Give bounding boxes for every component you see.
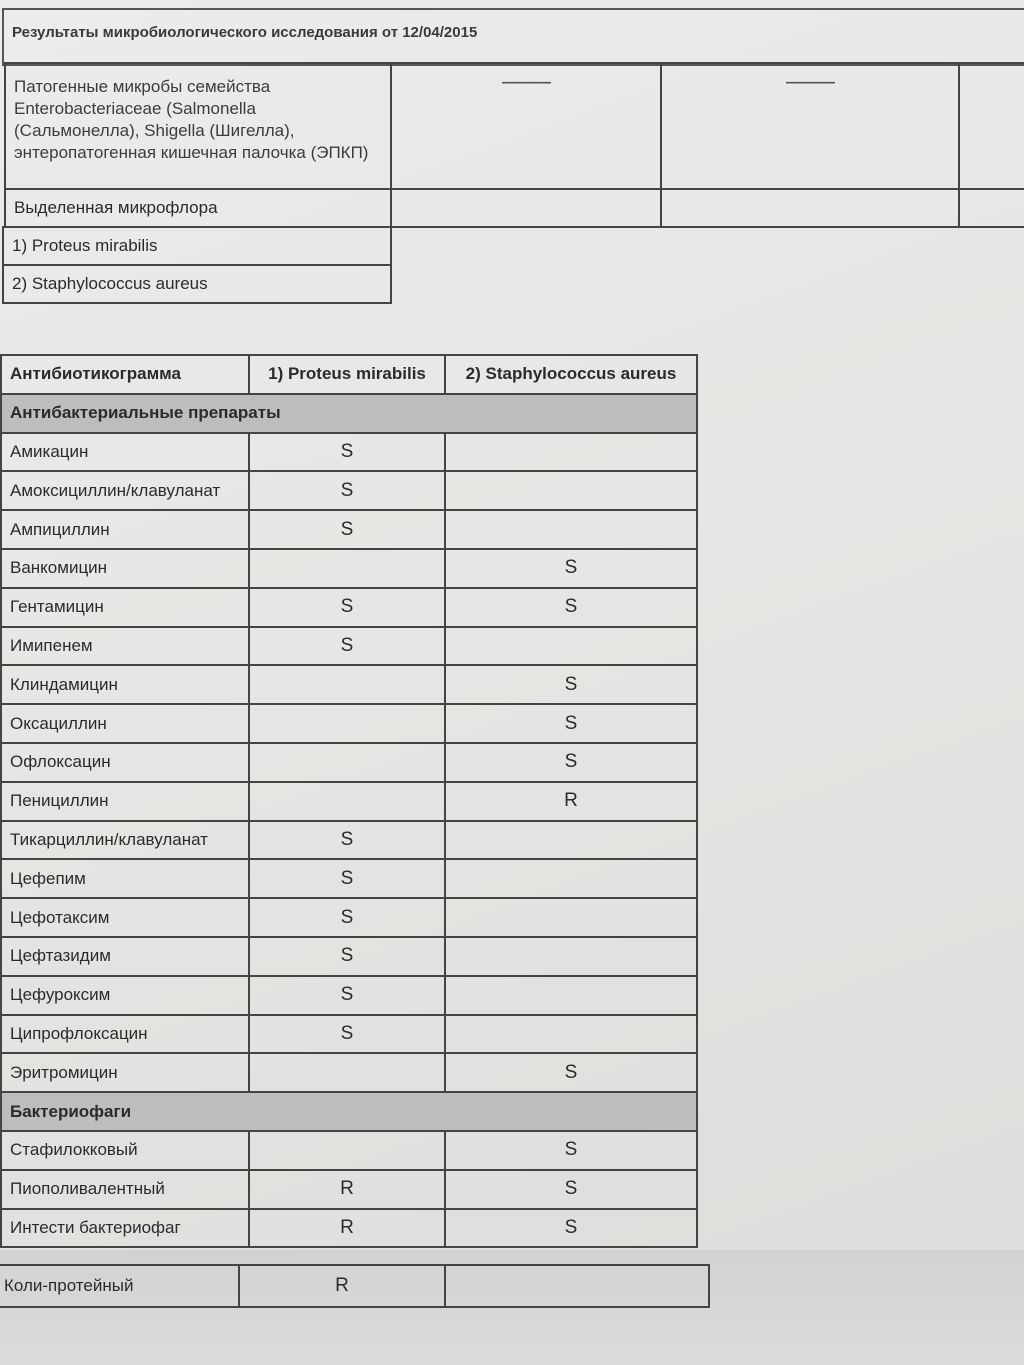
table-row: [1, 433, 697, 472]
proteus-result: [249, 1053, 445, 1092]
drug-name: Клиндамицин: [1, 665, 249, 704]
table-row: [1, 821, 697, 860]
drug-name: Коли-протейный: [0, 1265, 239, 1307]
drug-name: Цефепим: [1, 859, 249, 898]
table-row: [1, 549, 697, 588]
proteus-result: S: [249, 898, 445, 937]
microflora-cell-1: [391, 189, 661, 227]
proteus-result: S: [249, 433, 445, 472]
staph-result: S: [445, 1170, 697, 1209]
staph-result: [445, 1265, 709, 1307]
proteus-result: [249, 704, 445, 743]
staph-result: S: [445, 588, 697, 627]
drug-name: Пиополивалентный: [1, 1170, 249, 1209]
drug-name: Цефуроксим: [1, 976, 249, 1015]
proteus-result: [249, 782, 445, 821]
staph-result: [445, 510, 697, 549]
drug-name: Пенициллин: [1, 782, 249, 821]
drug-name: Интести бактериофаг: [1, 1209, 249, 1248]
antibiogram-table: [0, 354, 698, 1248]
section-antibacterial-label: Антибактериальные препараты: [1, 394, 697, 433]
microflora-cell-3: [959, 189, 1024, 227]
table-row: [0, 1265, 709, 1307]
staph-result: S: [445, 1131, 697, 1170]
staph-result: [445, 898, 697, 937]
drug-name: Гентамицин: [1, 588, 249, 627]
proteus-result: [249, 743, 445, 782]
staph-result: S: [445, 1053, 697, 1092]
table-row: [1, 898, 697, 937]
proteus-result: S: [249, 510, 445, 549]
pathogen-result-1: ———: [391, 63, 661, 189]
pathogen-result-2: ———: [661, 63, 959, 189]
microflora-cell-2: [661, 189, 959, 227]
staph-result: [445, 859, 697, 898]
drug-name: Цефтазидим: [1, 937, 249, 976]
staph-result: [445, 627, 697, 666]
drug-name: Стафилокковый: [1, 1131, 249, 1170]
drug-name: Имипенем: [1, 627, 249, 666]
proteus-result: S: [249, 859, 445, 898]
organism-1: 1) Proteus mirabilis: [3, 227, 391, 265]
pathogen-empty-cell: [959, 63, 1024, 189]
drug-name: Тикарциллин/клавуланат: [1, 821, 249, 860]
table-row: [1, 976, 697, 1015]
drug-name: Офлоксацин: [1, 743, 249, 782]
proteus-result: [249, 665, 445, 704]
staph-result: [445, 821, 697, 860]
drug-name: Ципрофлоксацин: [1, 1015, 249, 1054]
organism-2: 2) Staphylococcus aureus: [3, 265, 391, 303]
staph-result: [445, 976, 697, 1015]
drug-name: Оксациллин: [1, 704, 249, 743]
table-row: [1, 510, 697, 549]
header-staph: 2) Staphylococcus aureus: [445, 355, 697, 394]
proteus-result: R: [239, 1265, 445, 1307]
drug-name: Эритромицин: [1, 1053, 249, 1092]
drug-name: Цефотаксим: [1, 898, 249, 937]
drug-name: Амикацин: [1, 433, 249, 472]
proteus-result: [249, 1131, 445, 1170]
table-row: [1, 782, 697, 821]
staph-result: [445, 471, 697, 510]
proteus-result: S: [249, 588, 445, 627]
microflora-label: Выделенная микрофлора: [5, 189, 391, 227]
proteus-result: S: [249, 976, 445, 1015]
drug-name: Ампициллин: [1, 510, 249, 549]
table-row: [1, 1131, 697, 1170]
proteus-result: S: [249, 1015, 445, 1054]
staph-result: S: [445, 549, 697, 588]
proteus-result: S: [249, 471, 445, 510]
table-row: [1, 1015, 697, 1054]
table-row: [1, 1209, 697, 1248]
staph-result: [445, 433, 697, 472]
table-row: [1, 627, 697, 666]
report-title: Результаты микробиологического исследования от 12/04/2015: [12, 24, 478, 41]
table-row: [1, 588, 697, 627]
organism-list: [2, 226, 392, 304]
table-row: [1, 859, 697, 898]
header-proteus: 1) Proteus mirabilis: [249, 355, 445, 394]
continued-table: [0, 1264, 710, 1308]
pathogen-label: Патогенные микробы семейства Enterobacteriaceae (Salmonella (Сальмонелла), Shigella (Шигелла), энтеропатогенная кишечная палочка (ЭПКП): [5, 63, 391, 189]
table-row: [1, 471, 697, 510]
proteus-result: R: [249, 1209, 445, 1248]
table-row: [1, 743, 697, 782]
section-antibacterial: [1, 394, 697, 433]
table-row: [1, 1170, 697, 1209]
staph-result: R: [445, 782, 697, 821]
header-antibiogram: Антибиотикограмма: [1, 355, 249, 394]
drug-name: Амоксициллин/клавуланат: [1, 471, 249, 510]
staph-result: S: [445, 743, 697, 782]
section-phages-label: Бактериофаги: [1, 1092, 697, 1131]
staph-result: [445, 1015, 697, 1054]
section-phages: [1, 1092, 697, 1131]
staph-result: S: [445, 704, 697, 743]
table-row: [1, 1053, 697, 1092]
proteus-result: S: [249, 627, 445, 666]
table-row: [1, 704, 697, 743]
proteus-result: S: [249, 937, 445, 976]
drug-name: Ванкомицин: [1, 549, 249, 588]
table-row: [1, 665, 697, 704]
staph-result: S: [445, 665, 697, 704]
proteus-result: [249, 549, 445, 588]
antibiogram-header-row: [1, 355, 697, 394]
pathogen-table: [4, 62, 1024, 228]
table-row: [1, 937, 697, 976]
proteus-result: R: [249, 1170, 445, 1209]
staph-result: S: [445, 1209, 697, 1248]
proteus-result: S: [249, 821, 445, 860]
staph-result: [445, 937, 697, 976]
